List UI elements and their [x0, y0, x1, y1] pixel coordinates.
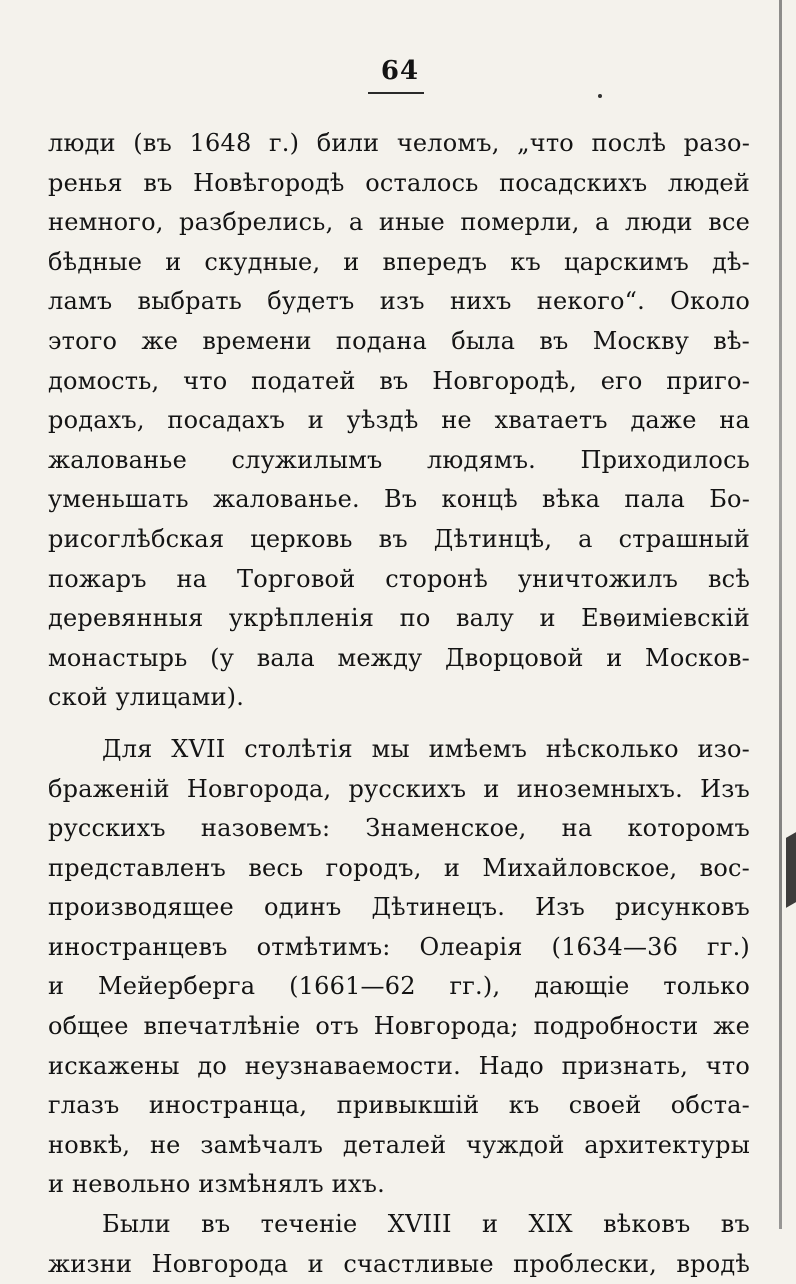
page-edge-mark: [786, 832, 796, 908]
text-line: деревянныя укрѣпленія по валу и Евѳиміевскій: [48, 604, 750, 633]
text-line: уменьшать жалованье. Въ концѣ вѣка пала Бо-: [48, 485, 750, 514]
text-line: родахъ, посадахъ и уѣздѣ не хватаетъ даже на: [48, 406, 750, 435]
text-line: домость, что податей въ Новгородѣ, его приго-: [48, 366, 750, 395]
text-line: немного, разбрелись, а иные померли, а люди все: [48, 208, 750, 237]
text-line: представленъ весь городъ, и Михайловское, вос-: [48, 853, 750, 882]
body-text: [48, 124, 750, 1284]
text-line: ренья въ Новѣгородѣ осталось посадскихъ людей: [48, 168, 750, 197]
page-edge-shadow: [779, 0, 782, 1229]
paragraph-1: [48, 124, 750, 718]
text-line: монастырь (у вала между Дворцовой и Москов-: [48, 643, 750, 672]
text-line: русскихъ назовемъ: Знаменское, на которомъ: [48, 814, 750, 843]
text-line: жалованье служилымъ людямъ. Приходилось: [48, 445, 750, 474]
text-line: производящее одинъ Дѣтинецъ. Изъ рисунковъ: [48, 893, 750, 922]
ink-speck: [598, 94, 602, 98]
text-line: пожаръ на Торговой сторонѣ уничтожилъ всѣ: [48, 564, 750, 593]
text-line: и невольно измѣнялъ ихъ.: [48, 1170, 385, 1199]
text-line: браженій Новгорода, русскихъ и иноземныхъ. Изъ: [48, 774, 750, 803]
text-line: ламъ выбрать будетъ изъ нихъ некого“. Около: [48, 287, 750, 316]
paragraph-2: [48, 730, 750, 1205]
text-line: Были въ теченіе XVIII и XIX вѣковъ въ: [102, 1210, 750, 1239]
text-line: ской улицами).: [48, 683, 245, 712]
page-number-rule: [368, 92, 424, 94]
page-number: 64: [380, 56, 420, 86]
text-line: люди (въ 1648 г.) били челомъ, „что послѣ разо-: [48, 129, 750, 157]
text-line: и Мейерберга (1661—62 гг.), дающіе только: [48, 972, 750, 1001]
text-line: Для XVII столѣтія мы имѣемъ нѣсколько изо-: [102, 734, 750, 763]
text-line: жизни Новгорода и счастливые проблески, вродѣ: [48, 1249, 750, 1278]
text-line: этого же времени подана была въ Москву вѣ-: [48, 326, 750, 355]
text-line: иностранцевъ отмѣтимъ: Олеарія (1634—36 гг.): [48, 932, 750, 961]
text-line: рисоглѣбская церковь въ Дѣтинцѣ, а страшный: [48, 524, 750, 553]
text-line: новкѣ, не замѣчалъ деталей чуждой архитектуры: [48, 1130, 750, 1159]
text-line: общее впечатлѣніе отъ Новгорода; подробности же: [48, 1012, 750, 1041]
paragraph-3: [48, 1205, 750, 1284]
text-line: глазъ иностранца, привыкшій къ своей обста-: [48, 1091, 750, 1120]
text-line: бѣдные и скудные, и впередъ къ царскимъ дѣ-: [48, 247, 750, 276]
text-line: искажены до неузнаваемости. Надо признать, что: [48, 1051, 750, 1080]
